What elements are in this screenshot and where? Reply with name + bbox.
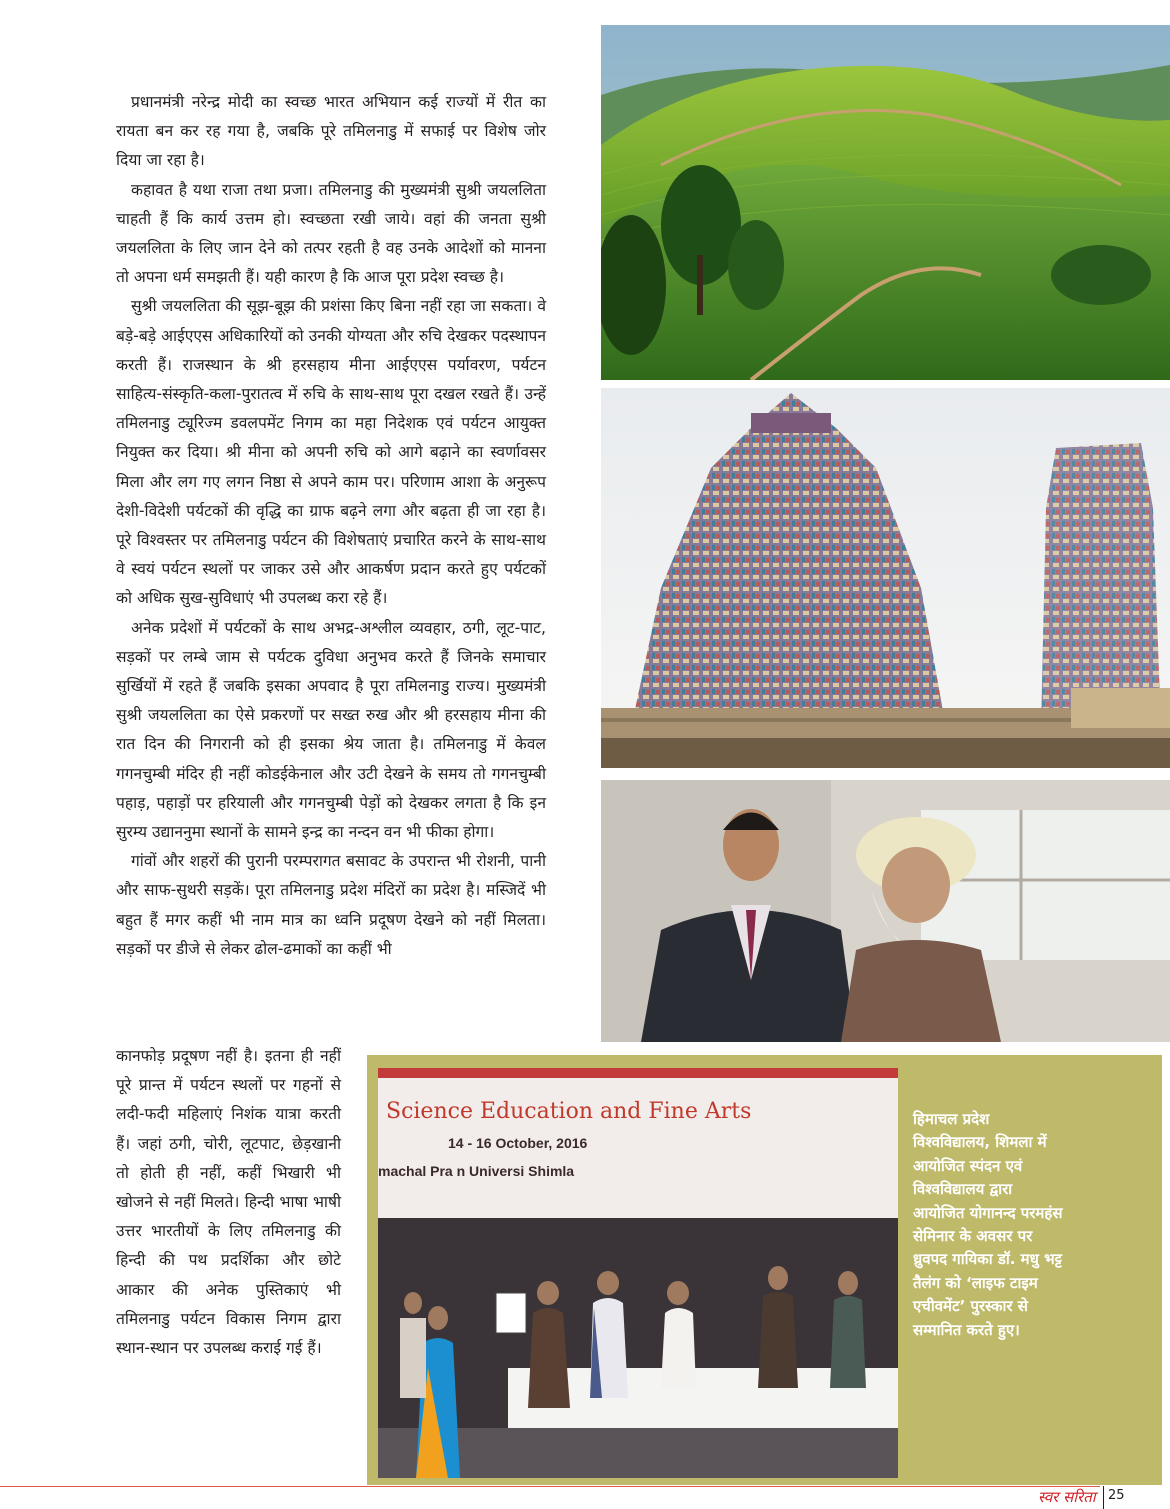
footer-rule [0,1486,1100,1487]
temple-gopuram-photo [601,388,1170,768]
article-column [116,88,546,964]
banner-title: Science Education and Fine Arts [386,1099,752,1124]
banner-university: machal Pra n Universi Shimla [378,1163,575,1179]
two-men-photo [601,780,1170,1042]
paragraph-5: गांवों और शहरों की पुरानी परम्परागत बसावट के उपरान्त भी रोशनी, पानी और साफ-सुथरी सड़कें। पूरा तमिलनाडु प्रदेश मंदिरों का प्रदेश है। मस्जिदें भी बहुत हैं मगर कहीं भी नाम मात्र का ध्वनि प्रदूषण देखने को नहीं मिलता। सड़कों पर डीजे से लेकर ढोल-ढमाकों का कहीं भी [116,852,546,958]
tea-plantation-photo [601,25,1170,380]
footer-separator [1103,1486,1104,1509]
magazine-name: स्वर सरिता [1038,1488,1096,1506]
paragraph-3: सुश्री जयललिता की सूझ-बूझ की प्रशंसा किए बिना नहीं रहा जा सकता। वे बड़े-बड़े आईएएस अधिकारियों को उनकी योग्यता और रुचि देखकर पदस्थापन करती हैं। राजस्थान के श्री हरसहाय मीना आईएएस पर्यावरण, पर्यटन साहित्य-संस्कृति-कला-पुरातत्व में रुचि के साथ-साथ पूरा दखल रखते हैं। उन्हें तमिलनाडु ट्यूरिज्म डवलपमेंट निगम का महा निदेशक एवं पर्यटन आयुक्त नियुक्त कर दिया। श्री मीना को अपनी रुचि को आगे बढ़ाने का स्वर्णावसर मिला और लग गए लगन निष्ठा से अपने काम पर। परिणाम आशा के अनुरूप देशी-विदेशी पर्यटकों की वृद्धि का ग्राफ बढ़ने लगा और बढ़ता ही जा रहा है। पूरे विश्वस्तर पर तमिलनाडु पर्यटन की विशेषताएं प्रचारित करने के साथ-साथ वे स्वयं पर्यटन स्थलों पर जाकर उसे और आकर्षण प्रदान करते हुए पर्यटकों को अधिक सुख-सुविधाएं भी उपलब्ध करा रहे हैं। [116,297,546,608]
award-caption: हिमाचल प्रदेश विश्वविद्यालय, शिमला में आयोजित स्पंदन एवं विश्वविद्यालय द्वारा आयोजित योगानन्द परमहंस सेमिनार के अवसर पर ध्रुवपद गायिका डॉ. मधु भट्ट तैलंग को ‘लाइफ टाइम एचीवमेंट’ पुरस्कार से सम्मानित करते हुए। [913,1110,1063,1339]
paragraph-2: कहावत है यथा राजा तथा प्रजा। तमिलनाडु की मुख्यमंत्री सुश्री जयललिता चाहती हैं कि कार्य उत्तम हो। स्वच्छता रखी जाये। वहां की जनता सुश्री जयललिता के लिए जान देने को तत्पर रहती है वह उनके आदेशों को मानना तो अपना धर्म समझती हैं। यही कारण है कि आज पूरा प्रदेश स्वच्छ है। [116,180,546,287]
paragraph-4: अनेक प्रदेशों में पर्यटकों के साथ अभद्र-अश्लील व्यवहार, ठगी, लूट-पाट, सड़कों पर लम्बे जाम से पर्यटक दुविधा अनुभव करते हैं जिनके समाचार सुर्खियों में रहते हैं जबकि इसका अपवाद है पूरा तमिलनाडु राज्य। मुख्यमंत्री सुश्री जयललिता का ऐसे प्रकरणों पर सख्त रुख और श्री हरसहाय मीना की रात दिन की निगरानी को ही इसका श्रेय जाता है। तमिलनाडु में केवल गगनचुम्बी मंदिर ही नहीं कोडईकेनाल और उटी देखने के समय तो गगनचुम्बी पहाड़, पहाड़ों पर हरियाली और गगनचुम्बी पेड़ों को देखकर लगता है कि इन सुरम्य उद्याननुमा स्थानों के सामने इन्द्र का नन्दन वन भी फीका होगा। [116,618,546,842]
award-ceremony-photo [378,1068,898,1478]
paragraph-6: कानफोड़ प्रदूषण नहीं है। इतना ही नहीं पूरे प्रान्त में पर्यटन स्थलों पर गहनों से लदी-फदी महिलाएं निशंक यात्रा करती हैं। जहां ठगी, चोरी, लूटपाट, छेड़खानी तो होती ही नहीं, कहीं भिखारी भी खोजने से नहीं मिलते। हिन्दी भाषा भाषी उत्तर भारतीयों के लिए तमिलनाडु की हिन्दी की पथ प्रदर्शिका और छोटे आकार की अनेक पुस्तिकाएं भी तमिलनाडु पर्यटन विकास निगम द्वारा स्थान-स्थान पर उपलब्ध कराई गई हैं। [116,1047,341,1358]
banner-date: 14 - 16 October, 2016 [448,1135,588,1151]
page-number: 25 [1108,1488,1125,1503]
paragraph-1: प्रधानमंत्री नरेन्द्र मोदी का स्वच्छ भारत अभियान कई राज्यों में रीत का रायता बन कर रह गया है, जबकि पूरे तमिलनाडु में सफाई पर विशेष जोर दिया जा रहा है। [116,93,546,170]
article-continuation-column [116,1042,341,1363]
